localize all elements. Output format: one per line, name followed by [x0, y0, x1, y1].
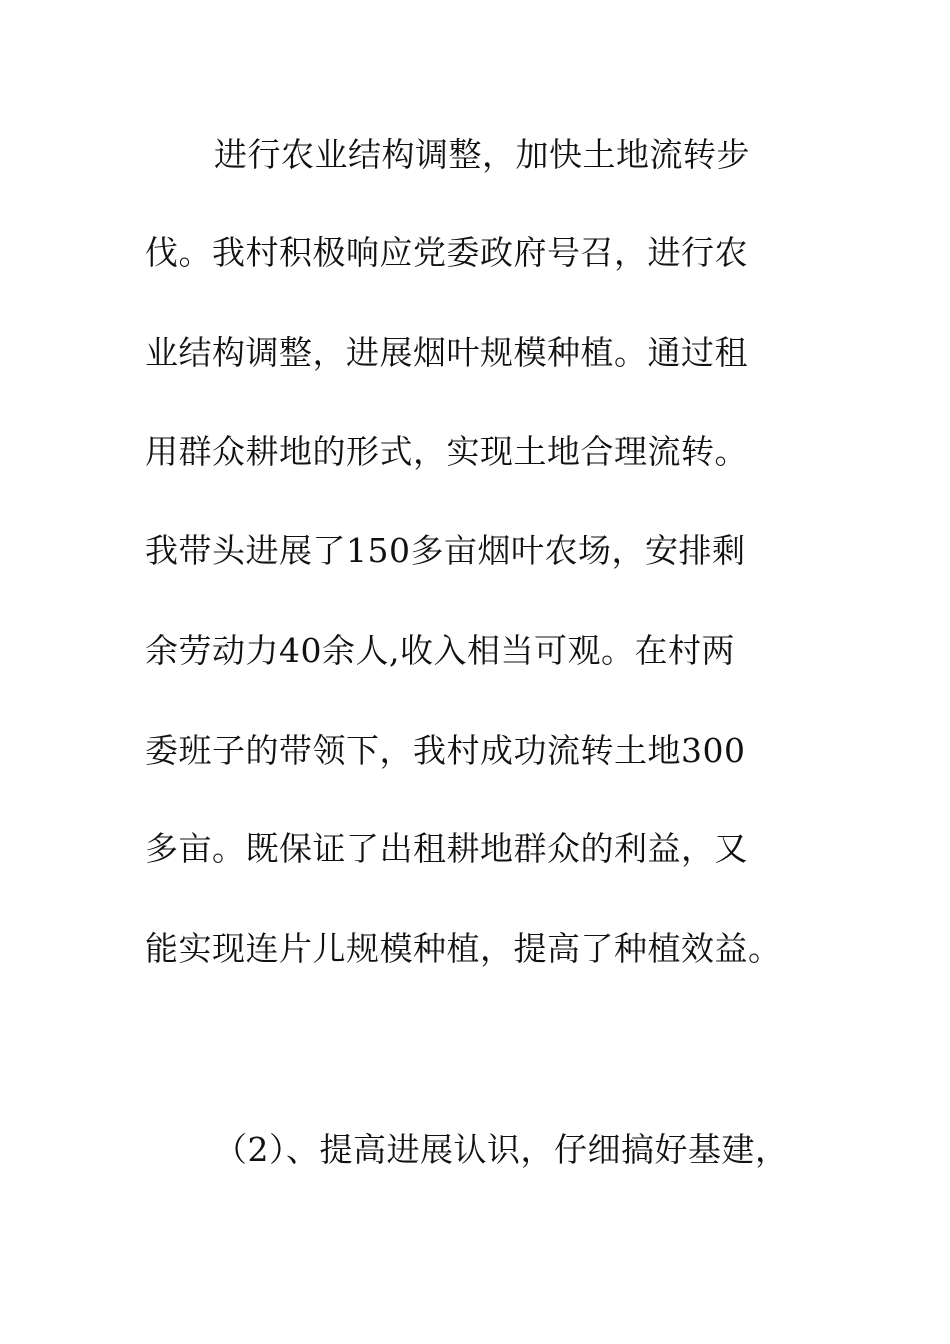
paragraph-1-line-3: 业结构调整，进展烟叶规模种植。通过租	[145, 333, 748, 372]
paragraph-1-line-7: 委班子的带领下，我村成功流转土地300	[145, 731, 746, 770]
paragraph-1-line-2: 伐。我村积极响应党委政府号召，进行农	[145, 233, 748, 272]
paragraph-1-line-5: 我带头进展了150多亩烟叶农场，安排剩	[145, 531, 746, 570]
paragraph-1-line-1: 进行农业结构调整，加快土地流转步	[214, 135, 750, 174]
paragraph-1-line-6: 余劳动力40余人,收入相当可观。在村两	[145, 631, 735, 670]
paragraph-1-line-4: 用群众耕地的形式，实现土地合理流转。	[145, 432, 748, 471]
paragraph-2-line-1: （2）、提高进展认识，仔细搞好基建，	[214, 1130, 789, 1169]
paragraph-1-line-8: 多亩。既保证了出租耕地群众的利益，又	[145, 829, 748, 868]
paragraph-1-line-9: 能实现连片儿规模种植，提高了种植效益。	[145, 929, 782, 968]
